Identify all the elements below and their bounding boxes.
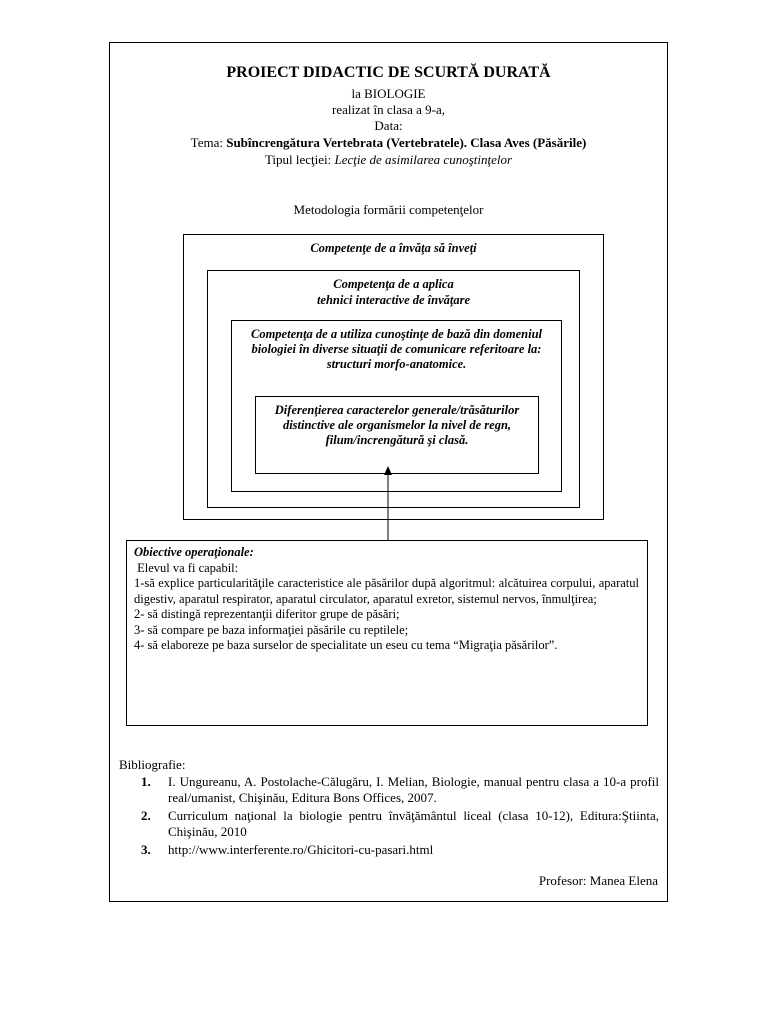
tema-label: Tema: — [190, 135, 227, 150]
lesson-type-line — [109, 152, 668, 168]
objectives-intro: Elevul va fi capabil: — [134, 560, 239, 575]
bibliography-number: 3. — [141, 842, 151, 857]
objective-item: 1-să explice particularităţile caracteristice ale păsărilor după algoritmul: alcătuirea corpului, aparatul digestiv, aparatul respirator, aparatul circulator, aparatul exretor, sistemul nervos, înmulţirea; — [134, 576, 639, 606]
lesson-type-label: Tipul lecţiei: — [264, 152, 335, 167]
professor-signature-line: Profesor: Manea Elena — [538, 873, 658, 888]
differentiation-text: Diferenţierea caracterelor generale/trăsăturilor distinctive ale organismelor la nivel de regn, filum/increngătură şi clasă. — [274, 403, 520, 447]
date-line: Data: — [374, 118, 403, 133]
connector-arrow — [380, 466, 400, 542]
tema-line — [109, 135, 668, 151]
bibliography-item — [141, 842, 659, 858]
bibliography-link[interactable]: http://www.interferente.ro/Ghicitori-cu-pasari.html — [168, 842, 434, 857]
objective-item: 4- să elaboreze pe baza surselor de specialitate un eseu cu tema “Migraţia păsărilor”. — [134, 638, 558, 652]
methodology-heading: Metodologia formării competenţelor — [293, 202, 484, 217]
bibliography-number: 2. — [141, 808, 151, 823]
objectives-heading: Obiective operaţionale: — [134, 545, 254, 559]
bibliography-text: Curriculum naţional la biologie pentru învăţământul liceal (clasa 10-12), Editura:Ştiinta, Chişinău, 2010 — [168, 808, 659, 839]
objective-item: 3- să compare pe baza informaţiei păsările cu reptilele; — [134, 622, 409, 637]
competence-apply-line1: Competenţa de a aplica — [333, 277, 454, 291]
competence-use-text: Competenţa de a utiliza cunoştinţe de bază din domeniul biologiei în diverse situaţii de comunicare referitoare la: structuri morfo-anatomice. — [250, 327, 542, 371]
tema-value: Subîncrengătura Vertebrata (Vertebratele). Clasa Aves (Păsările) — [226, 135, 587, 150]
objectives-content — [134, 545, 639, 654]
bibliography-text: I. Ungureanu, A. Postolache-Călugăru, I. Melian, Biologie, manual pentru clasa a 10-a profil real/umanist, Chişinău, Editura Bons Offices, 2007. — [168, 774, 659, 805]
subject-line: la BIOLOGIE — [351, 86, 426, 101]
document-title: PROIECT DIDACTIC DE SCURTĂ DURATĂ — [226, 64, 551, 81]
class-line: realizat în clasa a 9-a, — [332, 102, 445, 117]
objective-item: 2- să distingă reprezentanţii diferitor grupe de păsări; — [134, 607, 400, 621]
competence-learn-text: Competenţe de a învăţa să înveţi — [310, 241, 477, 255]
lesson-type-value: Lecţie de asimilarea cunoştinţelor — [334, 152, 513, 167]
bibliography-number: 1. — [141, 774, 151, 789]
competence-apply-line2: tehnici interactive de învăţare — [316, 293, 471, 307]
bibliography-item — [141, 808, 659, 840]
bibliography-heading: Bibliografie: — [119, 757, 186, 772]
bibliography-item — [141, 774, 659, 806]
